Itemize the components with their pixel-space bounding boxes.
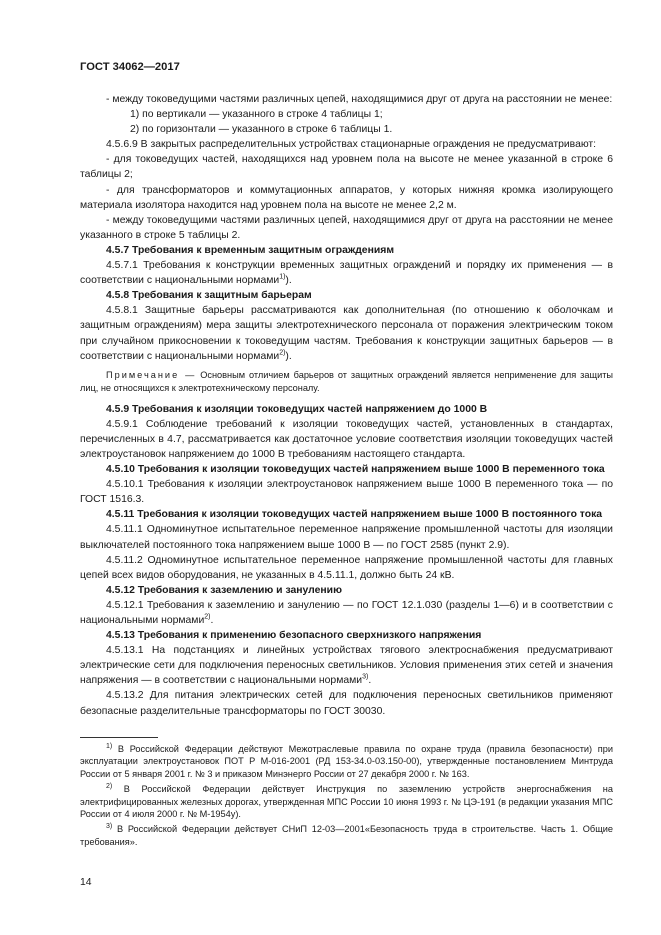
footnote-ref: 2): [279, 349, 286, 357]
paragraph: 4.5.11.1 Одноминутное испытательное переменное напряжение промышленной частоты для изоляции выключателей постоянного тока напряжением выше 1000 В — по ГОСТ 2585 (пункт 2.9).: [80, 524, 613, 551]
note: [80, 369, 613, 396]
footnote-ref: 3): [362, 673, 369, 681]
paragraph-text: 4.5.13.1 На подстанциях и линейных устройствах тягового электроснабжения предусматривают электрические сети для подключения переносных светильников. Условия применения этих сетей и значения напряжения — в соответствии с национальными нормами: [80, 645, 613, 687]
paragraph-text: 4.5.8.1 Защитные барьеры рассматриваются как дополнительная (по отношению к оболочкам и защитным ограждениям) мера защиты электротехнического персонала от поражения электрическим током при случайном прикосновении к токоведущим частям. Требования к конструкции защитных барьеров — в соответствии с национальными нормами: [80, 305, 613, 362]
list-item: 1) по вертикали — указанного в строке 4 таблицы 1;: [130, 109, 383, 121]
punctuation: .: [210, 615, 214, 626]
paragraph: 4.5.13.2 Для питания электрических сетей для подключения переносных светильников применяют безопасные разделительные трансформаторы по ГОСТ 30030.: [80, 690, 613, 717]
footnote-text: В Российской Федерации действует СНиП 12-03—2001«Безопасность труда в строительстве. Часть 1. Общие требования».: [80, 824, 613, 847]
page-number: 14: [80, 877, 92, 888]
document-header: ГОСТ 34062—2017: [80, 61, 180, 73]
paragraph: - для токоведущих частей, находящихся над уровнем пола на высоте не менее указанной в строке 6 таблицы 2;: [80, 154, 613, 181]
footnote-divider: [80, 737, 158, 738]
note-text: Основным отличием барьеров от защитных ограждений является неприменение для защиты лиц, не относящихся к электротехническому персоналу.: [80, 369, 614, 394]
list-item: 2) по горизонтали — указанного в строке 6 таблицы 1.: [130, 124, 393, 136]
punctuation: ).: [285, 275, 292, 287]
paragraph: - для трансформаторов и коммутационных аппаратов, у которых нижняя кромка изолирующего материала изолятора находится над уровнем пола на высоте не менее 2,2 м.: [80, 184, 613, 211]
paragraph: 4.5.9.1 Соблюдение требований к изоляции токоведущих частей, установленных в стандартах, перечисленных в 4.7, рассматривается как достаточное условие соответствия изоляции токоведущих частей электроустановок напряжением до 1000 В требованиям настоящего стандарта.: [80, 418, 613, 460]
paragraph: [80, 643, 613, 688]
paragraph: - между токоведущими частями различных цепей, находящимися друг от друга на расстоянии не менее указанного в строке 5 таблицы 2.: [80, 214, 613, 241]
footnote: [80, 743, 613, 780]
footnote-text: В Российской Федерации действуют Межотраслевые правила по охране труда (правила безопасности) при эксплуатации электроустановок ПОТ Р М-016-2001 (РД 153-34.0-03.150-00), утвержденные постановлением Минтруда России от 5 января 2001 г. № 3 и приказом Минэнерго России от 27 декабря 2000 г. № 163.: [80, 744, 613, 779]
footnotes: [80, 743, 613, 851]
footnote-mark: 1): [106, 742, 113, 750]
section-heading: 4.5.10 Требования к изоляции токоведущих частей напряжением выше 1000 В переменного тока: [106, 464, 605, 476]
section-heading: 4.5.7 Требования к временным защитным ограждениям: [106, 244, 394, 256]
footnote: [80, 783, 613, 820]
paragraph-text: 4.5.12.1 Требования к заземлению и занулению — по ГОСТ 12.1.030 (разделы 1—6) и в соответствии с национальными нормами: [80, 599, 613, 626]
section-heading: 4.5.12 Требования к заземлению и занулению: [106, 584, 342, 596]
section-heading: 4.5.13 Требования к применению безопасного сверхнизкого напряжения: [106, 630, 482, 642]
section-heading: 4.5.9 Требования к изоляции токоведущих частей напряжением до 1000 В: [106, 403, 488, 415]
section-heading: 4.5.11 Требования к изоляции токоведущих частей напряжением выше 1000 В постоянного тока: [106, 509, 603, 521]
footnote-mark: 3): [106, 823, 113, 831]
paragraph-text: 4.5.7.1 Требования к конструкции временных защитных ограждений и порядку их применения — в соответствии с национальными нормами: [80, 260, 613, 287]
footnote-ref: 1): [279, 273, 286, 281]
paragraph: 4.5.10.1 Требования к изоляции электроустановок напряжением выше 1000 В переменного тока — по ГОСТ 1516.3.: [80, 479, 613, 506]
footnote-mark: 2): [106, 783, 113, 791]
paragraph: [80, 258, 613, 288]
document-body: [80, 92, 613, 719]
paragraph: - между токоведущими частями различных цепей, находящимися друг от друга на расстоянии не менее:: [106, 94, 613, 105]
footnote-text: В Российской Федерации действует Инструкция по заземлению устройств энергоснабжения на электрифицированных железных дорогах, утвержденная МПС России 10 июня 1993 г. № ЦЭ-191 (в редакции указания МПС России от 4 июля 2000 г. № М-1954у).: [80, 784, 613, 820]
footnote-ref: 2): [204, 613, 211, 621]
paragraph: [80, 598, 613, 628]
footnote: [80, 823, 613, 848]
note-label: Примечание —: [106, 369, 197, 380]
section-heading: 4.5.8 Требования к защитным барьерам: [106, 290, 312, 302]
paragraph: 4.5.6.9 В закрытых распределительных устройствах стационарные ограждения не предусматривают:: [106, 139, 597, 151]
paragraph: [80, 303, 613, 363]
punctuation: .: [368, 675, 372, 687]
paragraph: 4.5.11.2 Одноминутное испытательное переменное напряжение промышленной частоты для главных цепей всех видов оборудования, не указанных в 4.5.11.1, должно быть 24 кВ.: [80, 554, 613, 581]
punctuation: ).: [285, 350, 292, 362]
